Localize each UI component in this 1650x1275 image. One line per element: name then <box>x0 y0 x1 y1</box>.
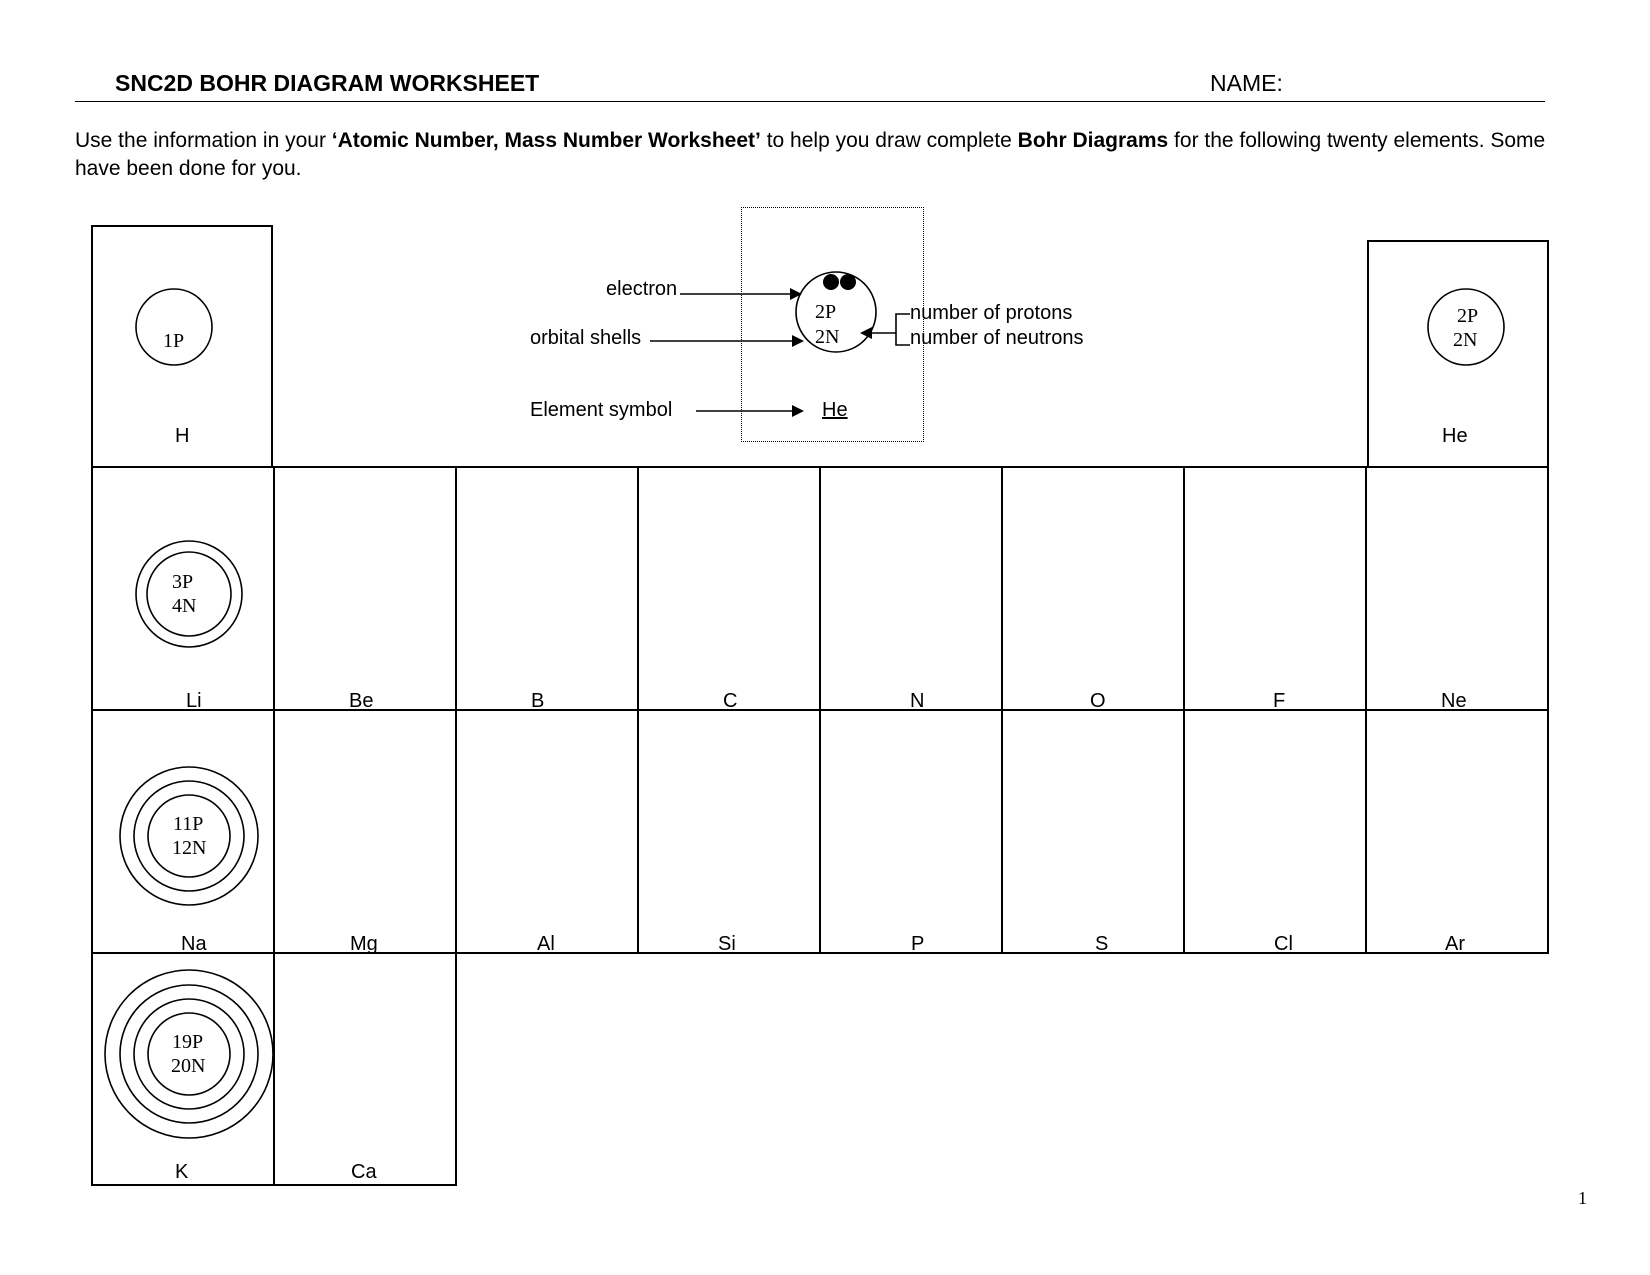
element-label-f: F <box>1273 690 1286 712</box>
label-number-of-neutrons: number of neutrons <box>910 327 1084 349</box>
bohr-diagram-he <box>1428 289 1504 365</box>
bohr-diagram-li <box>136 541 242 647</box>
bohr-diagram-k <box>105 970 273 1138</box>
element-label-si: Si <box>718 933 736 955</box>
instructions-text-1: Use the information in your <box>75 129 332 152</box>
example-symbol: He <box>822 399 848 421</box>
bohr-diagram-na <box>120 767 258 905</box>
worksheet-title: SNC2D BOHR DIAGRAM WORKSHEET <box>115 70 540 96</box>
shell-li-1 <box>136 541 242 647</box>
element-label-na: Na <box>181 933 207 955</box>
label-orbital-shells: orbital shells <box>530 327 642 349</box>
nucleus-k-neutrons: 20N <box>171 1055 206 1077</box>
nucleus-he-neutrons: 2N <box>1453 329 1478 351</box>
nucleus-k <box>148 1013 230 1095</box>
label-electron: electron <box>606 278 678 300</box>
instructions-text-3: for the following twenty elements. Some have been done for you. <box>75 129 1546 180</box>
name-label: NAME: <box>1210 70 1283 96</box>
nucleus-he <box>1428 289 1504 365</box>
nucleus-h-protons: 1P <box>163 330 185 352</box>
element-label-s: S <box>1095 933 1109 955</box>
instructions-bold-2: Bohr Diagrams <box>1017 129 1169 152</box>
nucleus-li <box>147 552 231 636</box>
element-label-he: He <box>1442 425 1468 447</box>
element-label-ca: Ca <box>351 1161 377 1183</box>
element-label-p: P <box>911 933 925 955</box>
nucleus-na-neutrons: 12N <box>172 837 207 859</box>
shell-k-1 <box>134 999 244 1109</box>
label-element-symbol: Element symbol <box>530 399 673 421</box>
nucleus-li-protons: 3P <box>172 571 194 593</box>
instructions-bold-1: ‘Atomic Number, Mass Number Worksheet’ <box>331 129 761 152</box>
element-label-c: C <box>723 690 738 712</box>
element-label-li: Li <box>186 690 202 712</box>
example-nucleus-protons: 2P <box>815 301 837 323</box>
element-label-ne: Ne <box>1441 690 1467 712</box>
instructions-text-2: to help you draw complete <box>760 129 1018 152</box>
shell-na-2 <box>120 767 258 905</box>
nucleus-na-protons: 11P <box>173 813 204 835</box>
element-label-b: B <box>531 690 545 712</box>
shell-k-3 <box>105 970 273 1138</box>
nucleus-he-protons: 2P <box>1457 305 1479 327</box>
element-label-k: K <box>175 1161 189 1183</box>
element-label-mg: Mg <box>350 933 378 955</box>
shell-k-2 <box>120 985 258 1123</box>
nucleus-h <box>136 289 212 365</box>
element-label-o: O <box>1090 690 1106 712</box>
element-label-h: H <box>175 425 190 447</box>
shell-na-1 <box>134 781 244 891</box>
page-number: 1 <box>1578 1188 1587 1208</box>
nucleus-li-neutrons: 4N <box>172 595 197 617</box>
bohr-diagram-h <box>136 289 212 365</box>
example-nucleus-neutrons: 2N <box>815 326 840 348</box>
nucleus-k-protons: 19P <box>172 1031 204 1053</box>
element-label-cl: Cl <box>1274 933 1293 955</box>
element-label-n: N <box>910 690 925 712</box>
element-label-al: Al <box>537 933 555 955</box>
label-number-of-protons: number of protons <box>910 302 1073 324</box>
nucleus-na <box>148 795 230 877</box>
element-label-be: Be <box>349 690 374 712</box>
element-label-ar: Ar <box>1445 933 1465 955</box>
